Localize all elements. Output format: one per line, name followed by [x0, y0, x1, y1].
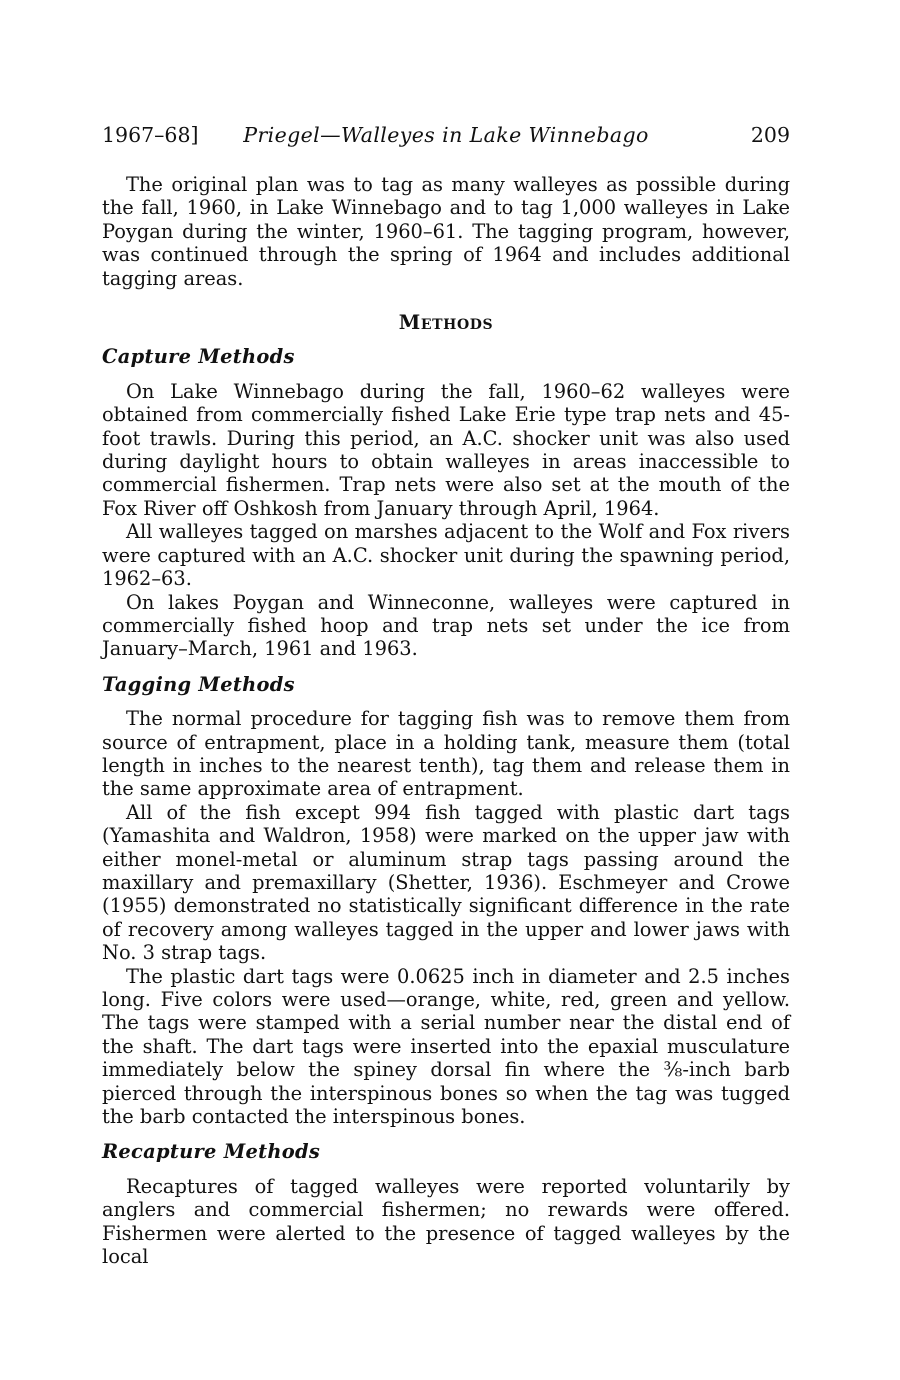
capture-methods-section	[102, 380, 790, 661]
capture-methods-heading: Capture Methods	[102, 345, 295, 369]
running-head	[102, 118, 790, 152]
capture-paragraph-2: All walleyes tagged on marshes adjacent to the Wolf and Fox rivers were captured with an A.C. shocker unit during the spawning period, 1962–63.	[102, 520, 790, 591]
recapture-methods-heading: Recapture Methods	[102, 1140, 321, 1164]
page-content	[102, 118, 790, 1268]
recapture-paragraph-1: Recaptures of tagged walleyes were reported voluntarily by anglers and commercial fishermen; no rewards were offered. Fishermen were alerted to the presence of tagged walleyes by the local	[102, 1174, 790, 1269]
recapture-methods-section	[102, 1175, 790, 1269]
intro-paragraph: The original plan was to tag as many walleyes as possible during the fall, 1960, in Lake Winnebago and to tag 1,000 walleyes in Lake Poygan during the winter, 1960–61. The tagging program, however, was continued through the spring of 1964 and includes additional tagging areas.	[102, 173, 790, 290]
volume-years: 1967–68]	[102, 123, 199, 147]
capture-paragraph-1: On Lake Winnebago during the fall, 1960–62 walleyes were obtained from commercially fished Lake Erie type trap nets and 45-foot trawls. During this period, an A.C. shocker unit was also used during daylight hours to obtain walleyes in areas inaccessible to commercial fishermen. Trap nets were also set at the mouth of the Fox River off Oshkosh from January through April, 1964.	[102, 379, 790, 520]
running-title: Priegel—Walleyes in Lake Winnebago	[243, 123, 649, 147]
tagging-methods-heading: Tagging Methods	[102, 672, 295, 696]
intro-section	[102, 173, 790, 290]
tagging-paragraph-3: The plastic dart tags were 0.0625 inch in diameter and 2.5 inches long. Five colors were used—orange, white, red, green and yellow. The tags were stamped with a serial number near the distal end of the shaft. The dart tags were inserted into the epaxial musculature immediately below the spiney dorsal fin where the ⅜-inch barb pierced through the interspinous bones so when the tag was tugged the barb contacted the interspinous bones.	[102, 964, 790, 1129]
capture-paragraph-3: On lakes Poygan and Winneconne, walleyes were captured in commercially fished hoop and trap nets set under the ice from January–March, 1961 and 1963.	[102, 590, 790, 661]
tagging-methods-section	[102, 707, 790, 1128]
page-number: 209	[750, 123, 790, 147]
tagging-paragraph-1: The normal procedure for tagging fish was to remove them from source of entrapment, place in a holding tank, measure them (total length in inches to the nearest tenth), tag them and release them in the same approximate area of entrapment.	[102, 707, 790, 801]
methods-heading: Methods	[398, 311, 494, 335]
tagging-paragraph-2: All of the fish except 994 fish tagged with plastic dart tags (Yamashita and Waldron, 1958) were marked on the upper jaw with either monel-metal or aluminum strap tags passing around the maxillary and premaxillary (Shetter, 1936). Eschmeyer and Crowe (1955) demonstrated no statistically significant difference in the rate of recovery among walleyes tagged in the upper and lower jaws with No. 3 strap tags.	[102, 800, 790, 965]
